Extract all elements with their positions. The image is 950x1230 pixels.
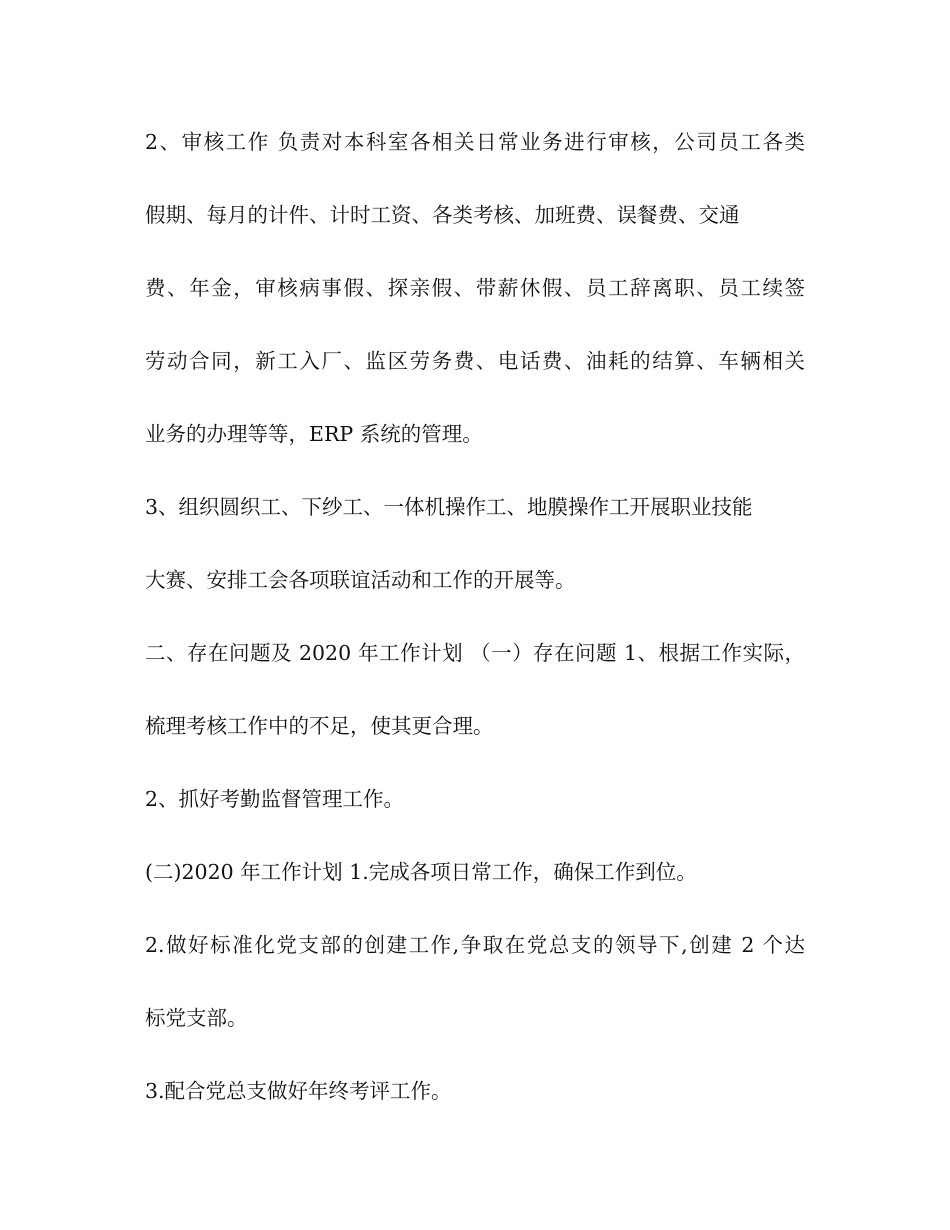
document-body bbox=[145, 124, 805, 1146]
text-line: 2、审核工作 负责对本科室各相关日常业务进行审核，公司员工各类 bbox=[145, 130, 805, 154]
text-line: (二)2020 年工作计划 1.完成各项日常工作，确保工作到位。 bbox=[145, 860, 697, 884]
text-line: 梳理考核工作中的不足，使其更合理。 bbox=[145, 714, 494, 738]
text-line: 业务的办理等等，ERP 系统的管理。 bbox=[145, 422, 483, 446]
text-line: 劳动合同，新工入厂、监区劳务费、电话费、油耗的结算、车辆相关 bbox=[145, 349, 805, 373]
text-line: 2、抓好考勤监督管理工作。 bbox=[145, 787, 405, 811]
text-line: 二、存在问题及 2020 年工作计划 （一）存在问题 1、根据工作实际， bbox=[145, 641, 805, 665]
text-line: 3.配合党总支做好年终考评工作。 bbox=[145, 1079, 452, 1103]
text-line: 3、组织圆织工、下纱工、一体机操作工、地膜操作工开展职业技能 bbox=[145, 495, 753, 519]
text-line: 2.做好标准化党支部的创建工作,争取在党总支的领导下,创建 2 个达 bbox=[145, 933, 805, 957]
text-line: 费、年金，审核病事假、探亲假、带薪休假、员工辞离职、员工续签 bbox=[145, 276, 805, 300]
text-line: 标党支部。 bbox=[145, 1006, 248, 1030]
text-line: 假期、每月的计件、计时工资、各类考核、加班费、误餐费、交通 bbox=[145, 203, 740, 227]
text-line: 大赛、安排工会各项联谊活动和工作的开展等。 bbox=[145, 568, 576, 592]
